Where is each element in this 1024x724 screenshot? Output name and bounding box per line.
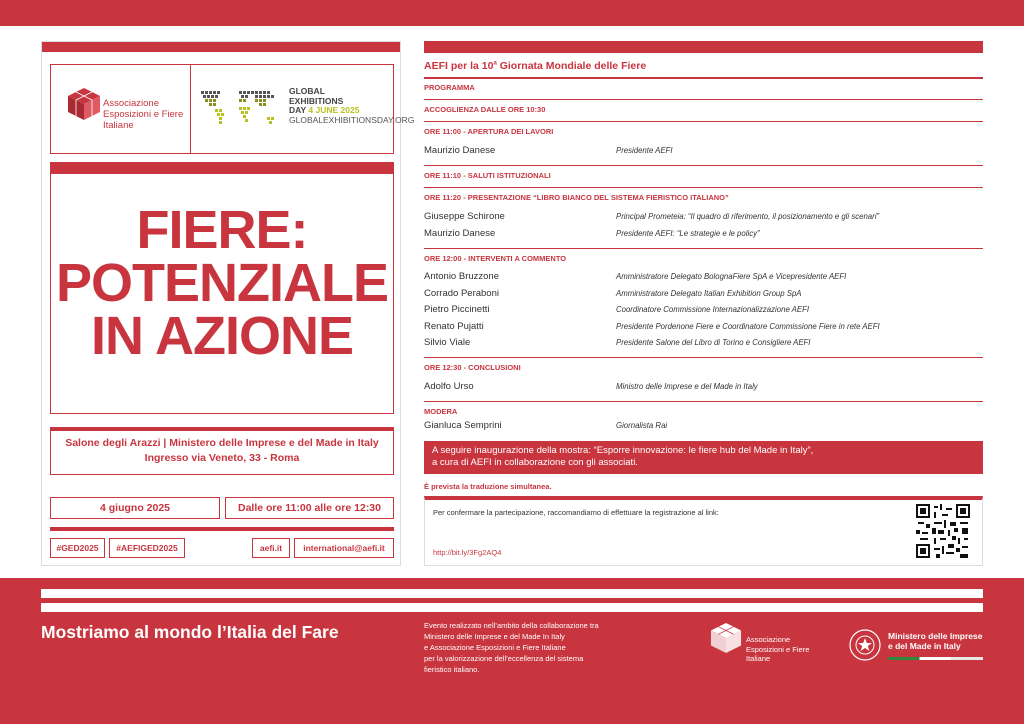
ged-date: 4 JUNE 2025 (308, 105, 360, 115)
left-top-bar (42, 42, 400, 52)
divider (424, 357, 983, 358)
speaker-name: Maurizio Danese (424, 145, 496, 156)
notice-line-2: a cura di AEFI in collaborazione con gli associati. (432, 457, 638, 468)
divider (424, 187, 983, 188)
speaker-name: Renato Pujatti (424, 321, 484, 332)
aefi-footer-text (746, 635, 809, 664)
speaker-role: Presidente AEFI: “Le strategie e le policy” (616, 229, 760, 238)
section-presentation-heading: ORE 11:20 - PRESENTAZIONE “LIBRO BIANCO DEL SISTEMA FIERISTICO ITALIANO” (424, 193, 729, 202)
program-title (424, 60, 646, 72)
speaker-role: Ministro delle Imprese e del Made in Italy (616, 382, 758, 391)
venue-address: Ingresso via Veneto, 33 - Roma (144, 452, 300, 464)
speaker-role: Coordinatore Commissione Internazionalizzazione AEFI (616, 305, 809, 314)
italian-republic-emblem-icon (848, 628, 882, 662)
speaker-role: Amministratore Delegato Italian Exhibition Group SpA (616, 289, 802, 298)
ged-day: DAY (289, 105, 307, 115)
moderator-name: Gianluca Semprini (424, 420, 502, 431)
speaker-name: Adolfo Urso (424, 381, 474, 392)
section-comments-heading: ORE 12:00 - INTERVENTI A COMMENTO (424, 254, 567, 263)
program-label: PROGRAMMA (424, 83, 475, 92)
footer-slogan: Mostriamo al mondo l’Italia del Fare (41, 622, 339, 642)
title-line-1: FIERE: (136, 200, 308, 260)
tags-divider (50, 527, 394, 531)
event-title-box (50, 162, 394, 414)
aefi-logo (51, 65, 191, 153)
speaker-name: Giuseppe Schirone (424, 211, 505, 222)
program-title-rest: Giornata Mondiale delle Fiere (496, 60, 647, 72)
aefi-footer-line: Italiane (746, 654, 771, 663)
title-line-2: POTENZIALE (55, 253, 388, 313)
footer-description (424, 620, 634, 675)
speaker-role: Amministratore Delegato BolognaFiere SpA e Vicepresidente AEFI (616, 272, 847, 281)
event-info-panel (41, 41, 415, 566)
divider (424, 121, 983, 122)
website-link[interactable]: aefi.it (252, 538, 290, 558)
event-date: 4 giugno 2025 (50, 497, 220, 519)
footer-stripe (41, 589, 983, 598)
event-time: Dalle ore 11:00 alle ore 12:30 (225, 497, 394, 519)
speaker-name: Pietro Piccinetti (424, 304, 490, 315)
divider (424, 77, 983, 79)
footer-desc-line: e Associazione Esposizioni e Fiere Italiane (424, 643, 566, 652)
logos-box (50, 64, 415, 154)
moderator-role: Giornalista Rai (616, 421, 668, 430)
italian-flag-stripe (888, 657, 983, 660)
exhibition-notice (424, 441, 983, 474)
speaker-name: Silvio Viale (424, 337, 471, 348)
aefi-footer-cube-icon (710, 622, 742, 654)
aefi-cube-icon (67, 87, 101, 121)
registration-link[interactable]: http://bit.ly/3Fg2AQ4 (433, 548, 502, 557)
qr-code-icon[interactable] (916, 504, 970, 558)
program-title-sup: a (493, 60, 497, 67)
divider (424, 401, 983, 402)
welcome-heading: ACCOGLIENZA DALLE ORE 10:30 (424, 105, 546, 114)
ged-line2: EXHIBITIONS (289, 95, 344, 106)
ministry-line: e del Made in Italy (888, 641, 961, 651)
ministry-logo-text (888, 631, 982, 651)
section-conclusions-heading: ORE 12:30 - CONCLUSIONI (424, 363, 521, 372)
speaker-role: Presidente Salone del Libro di Torino e Consigliere AEFI (616, 338, 811, 347)
ministry-line: Ministero delle Imprese (888, 631, 983, 641)
email-link[interactable]: international@aefi.it (294, 538, 394, 558)
divider (424, 165, 983, 166)
footer-desc-line: Ministero delle Imprese e del Made In Italy (424, 632, 565, 641)
footer-desc-line: fieristico italiano. (424, 665, 480, 674)
section-greetings-heading: ORE 11:10 - SALUTI ISTITUZIONALI (424, 171, 551, 180)
ged-url: GLOBALEXHIBITIONSDAY.ORG (289, 114, 415, 125)
ged-line1: GLOBAL (289, 86, 325, 96)
section-opening-heading: ORE 11:00 - APERTURA DEI LAVORI (424, 127, 554, 136)
speaker-role: Principal Prometeia: “Il quadro di riferimento, il posizionamento e gli scenari” (616, 212, 880, 221)
world-map-icon (199, 87, 287, 131)
right-top-bar (424, 41, 983, 53)
program-title-main: AEFI per la 10 (424, 60, 494, 72)
venue-box (50, 427, 394, 475)
footer-desc-line: Evento realizzato nell’ambito della collaborazione tra (424, 621, 599, 630)
venue-name: Salone degli Arazzi | Ministero delle Imprese e del Made in Italy (65, 437, 379, 449)
registration-text: Per confermare la partecipazione, raccomandiamo di effettuare la registrazione al link: (433, 508, 719, 517)
ged-logo (191, 65, 415, 153)
aefi-footer-line: Esposizioni e Fiere (746, 644, 810, 654)
aefi-footer-line: Associazione (746, 635, 791, 644)
speaker-name: Antonio Bruzzone (424, 271, 499, 282)
hashtag-ged2025: #GED2025 (50, 538, 105, 558)
notice-line-1: A seguire inaugurazione della mostra: “Esporre innovazione: le fiere hub del Made in Italy”, (432, 445, 814, 456)
moderator-heading: MODERA (424, 407, 458, 416)
ged-logo-text (289, 87, 414, 125)
title-line-3: IN AZIONE (90, 306, 353, 366)
speaker-name: Maurizio Danese (424, 228, 496, 239)
aefi-logo-text: Associazione Esposizioni e Fiere Italiane (103, 98, 184, 131)
registration-box (424, 496, 983, 566)
hashtag-aefiged2025: #AEFIGED2025 (109, 538, 185, 558)
footer-band (0, 578, 1024, 724)
translation-note: È prevista la traduzione simultanea. (424, 482, 552, 491)
top-red-band (0, 0, 1024, 26)
footer-stripe (41, 603, 983, 612)
speaker-role: Presidente Pordenone Fiere e Coordinatore Commissione Fiere in rete AEFI (616, 322, 880, 331)
speaker-name: Corrado Peraboni (424, 288, 499, 299)
divider (424, 99, 983, 100)
speaker-role: Presidente AEFI (616, 146, 673, 155)
event-title (51, 200, 393, 366)
footer-desc-line: per la valorizzazione dell’eccellenza del sistema (424, 654, 584, 663)
divider (424, 248, 983, 249)
